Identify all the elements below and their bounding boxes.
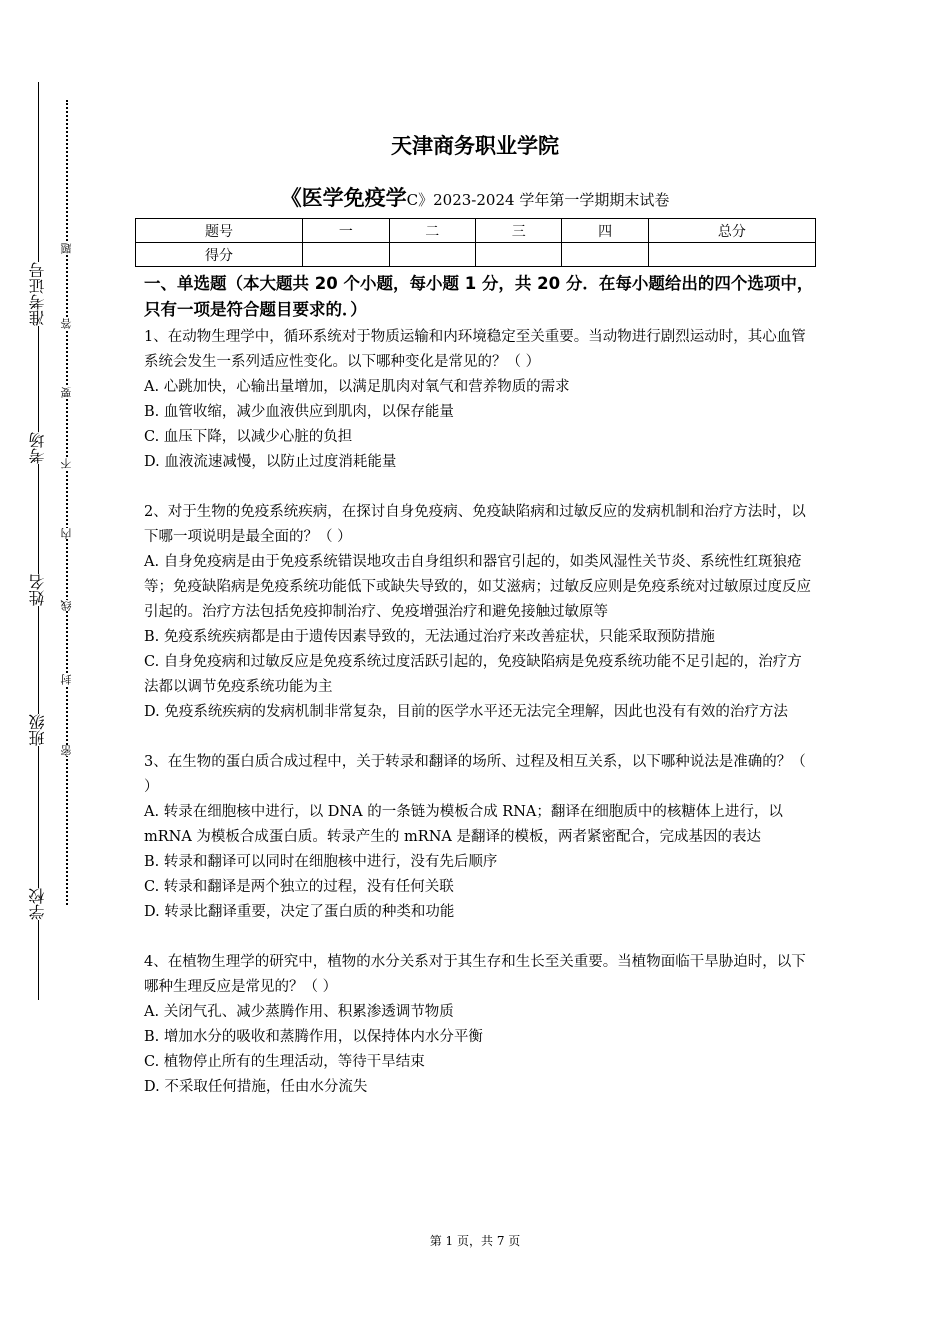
score-cell: 四 [562, 219, 648, 243]
question-stem: 2、对于生物的免疫系统疾病，在探讨自身免疫病、免疫缺陷病和过敏反应的发病机制和治疗方法时，以下哪一项说明是最全面的？（ ） [144, 504, 806, 545]
field-exam-number: 准考证号 [24, 262, 52, 326]
binding-dotted-line [66, 100, 68, 905]
section-heading: 一、单选题（本大题共 20 个小题，每小题 1 分，共 20 分．在每小题给出的四个选项中，只有一项是符合题目要求的．） [144, 274, 814, 319]
question-stem: 1、在动物生理学中，循环系统对于物质运输和内环境稳定至关重要。当动物进行剧烈运动时，其心血管系统会发生一系列适应性变化。以下哪种变化是常见的？（ ） [144, 329, 806, 370]
question [144, 500, 814, 725]
question-option: C. 植物停止所有的生理活动，等待干旱结束 [144, 1054, 425, 1070]
question-option: D. 转录比翻译重要，决定了蛋白质的种类和功能 [144, 904, 455, 920]
exam-title [0, 182, 950, 212]
question-option: A. 关闭气孔、减少蒸腾作用、积累渗透调节物质 [144, 1004, 454, 1020]
score-cell: 得分 [136, 243, 303, 267]
field-exam-room: 考场 [24, 432, 52, 464]
seal-char: 要 [60, 387, 73, 398]
page-footer: 第 1 页，共 7 页 [429, 1234, 521, 1248]
seal-char: 密 [60, 745, 73, 756]
question-stem: 3、在生物的蛋白质合成过程中，关于转录和翻译的场所、过程及相互关系，以下哪种说法是准确的？（ ） [144, 754, 806, 795]
score-input-cell[interactable] [648, 243, 815, 267]
question [144, 750, 814, 925]
question-option: A. 自身免疫病是由于免疫系统错误地攻击自身组织和器官引起的，如类风湿性关节炎、系统性红斑狼疮等；免疫缺陷病是免疫系统功能低下或缺失导致的，如艾滋病；过敏反应则是免疫系统对过敏原过度反应引起的。治疗方法包括免疫抑制治疗、免疫增强治疗和避免接触过敏原等 [144, 554, 811, 620]
question-option: D. 不采取任何措施，任由水分流失 [144, 1079, 368, 1095]
seal-char: 不 [60, 458, 73, 469]
question-option: B. 增加水分的吸收和蒸腾作用，以保持体内水分平衡 [144, 1029, 483, 1045]
question-option: C. 血压下降，以减少心脏的负担 [144, 429, 353, 445]
question [144, 325, 814, 475]
question-option: D. 血液流速减慢，以防止过度消耗能量 [144, 454, 397, 470]
score-cell: 二 [389, 219, 475, 243]
score-input-cell[interactable] [389, 243, 475, 267]
question-option: C. 转录和翻译是两个独立的过程，没有任何关联 [144, 879, 454, 895]
binding-solid-line [38, 82, 39, 1000]
exam-content [144, 271, 814, 1125]
question-option: D. 免疫系统疾病的发病机制非常复杂，目前的医学水平还无法完全理解，因此也没有有效的治疗方法 [144, 704, 788, 720]
score-cell: 题号 [136, 219, 303, 243]
score-table-score-row [136, 243, 816, 267]
field-school: 学校 [24, 888, 52, 920]
seal-char: 线 [60, 600, 73, 611]
question-option: B. 转录和翻译可以同时在细胞核中进行，没有先后顺序 [144, 854, 498, 870]
score-input-cell[interactable] [475, 243, 561, 267]
score-input-cell[interactable] [562, 243, 648, 267]
question-stem: 4、在植物生理学的研究中，植物的水分关系对于其生存和生长至关重要。当植物面临干旱胁迫时，以下哪种生理反应是常见的？（ ） [144, 954, 806, 995]
seal-char: 题 [60, 243, 73, 254]
question-option: C. 自身免疫病和过敏反应是免疫系统过度活跃引起的，免疫缺陷病是免疫系统功能不足引起的，治疗方法都以调节免疫系统功能为主 [144, 654, 802, 695]
seal-char: 内 [60, 528, 73, 539]
field-name: 姓名 [24, 574, 52, 606]
exam-title-term: C》2023-2024 学年第一学期期末试卷 [406, 191, 670, 209]
question-option: A. 转录在细胞核中进行，以 DNA 的一条链为模板合成 RNA；翻译在细胞质中的核糖体上进行，以 mRNA 为模板合成蛋白质。转录产生的 mRNA 是翻译的模板，两者紧密配合，完成基因的表达 [144, 804, 783, 845]
question-option: B. 血管收缩，减少血液供应到肌肉，以保存能量 [144, 404, 454, 420]
exam-title-course: 《医学免疫学 [280, 186, 407, 210]
question [144, 950, 814, 1100]
question-option: A. 心跳加快，心输出量增加，以满足肌肉对氧气和营养物质的需求 [144, 379, 570, 395]
score-input-cell[interactable] [303, 243, 389, 267]
score-table-header-row [136, 219, 816, 243]
score-cell: 总分 [648, 219, 815, 243]
score-table [135, 218, 816, 267]
seal-char: 封 [60, 674, 73, 685]
score-cell: 三 [475, 219, 561, 243]
question-option: B. 免疫系统疾病都是由于遗传因素导致的，无法通过治疗来改善症状，只能采取预防措施 [144, 629, 715, 645]
school-name: 天津商务职业学院 [391, 134, 559, 158]
seal-char: 答 [60, 318, 73, 329]
score-cell: 一 [303, 219, 389, 243]
field-class: 班级 [24, 714, 52, 746]
